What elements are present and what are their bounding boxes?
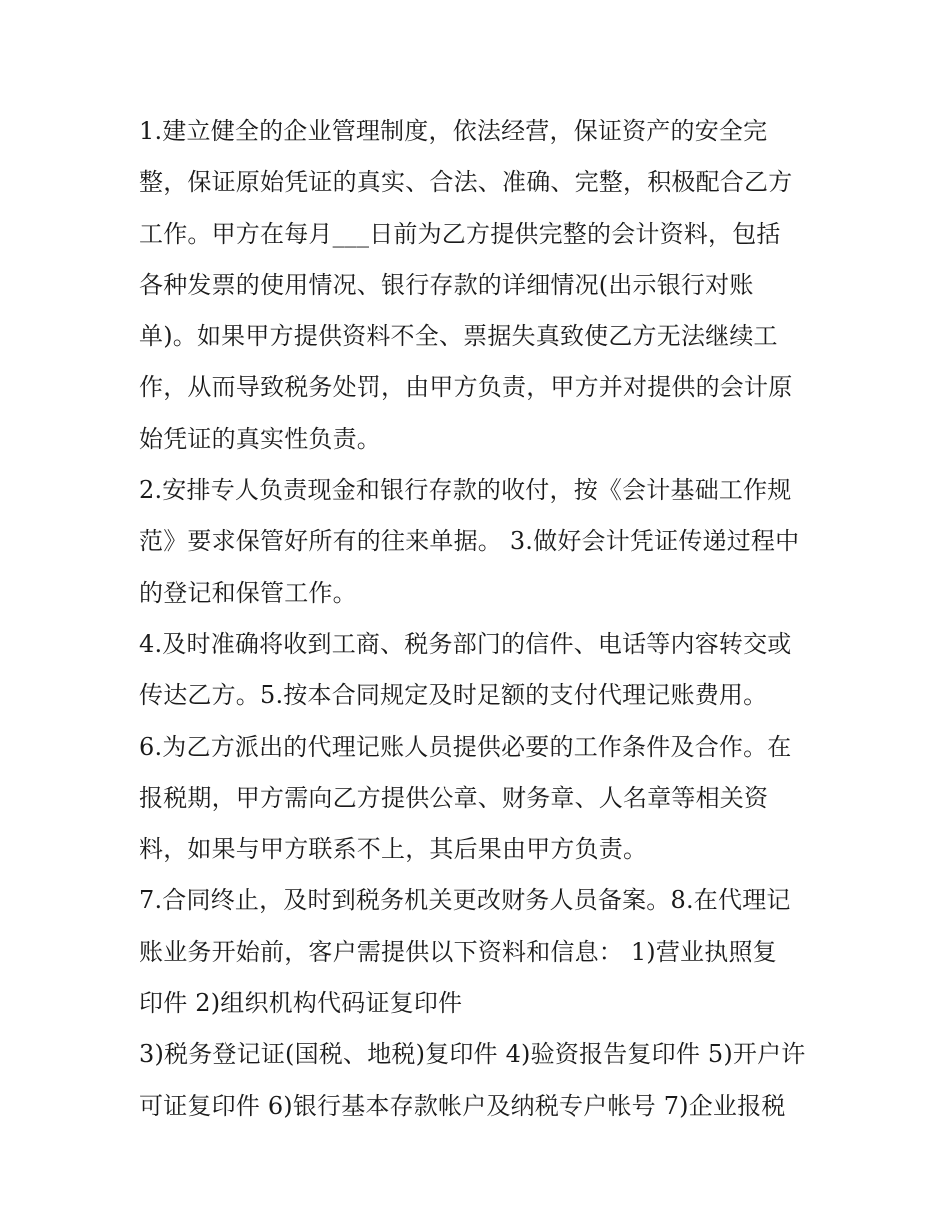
document-body (139, 106, 819, 1132)
text-line-14: 报税期，甲方需向乙方提供公章、财务章、人名章等相关资 (139, 783, 769, 812)
text-line-10: 的登记和保管工作。 (139, 578, 357, 607)
text-line-13: 6.为乙方派出的代理记账人员提供必要的工作条件及合作。在 (139, 732, 792, 761)
text-line-6: 作，从而导致税务处罚，由甲方负责，甲方并对提供的会计原 (139, 373, 793, 402)
text-line-17: 账业务开始前，客户需提供以下资料和信息： 1)营业执照复 (139, 937, 777, 966)
text-line-8: 2.安排专人负责现金和银行存款的收付，按《会计基础工作规 (139, 476, 792, 505)
text-line-20: 可证复印件 6)银行基本存款帐户及纳税专户帐号 7)企业报税 (139, 1091, 786, 1120)
text-line-19: 3)税务登记证(国税、地税)复印件 4)验资报告复印件 5)开户许 (139, 1040, 806, 1069)
text-line-7: 始凭证的真实性负责。 (139, 424, 381, 453)
text-line-15: 料，如果与甲方联系不上，其后果由甲方负责。 (139, 835, 648, 864)
text-line-18: 印件 2)组织机构代码证复印件 (139, 989, 463, 1018)
text-line-9: 范》要求保管好所有的往来单据。 3.做好会计凭证传递过程中 (139, 527, 800, 556)
text-line-4: 各种发票的使用情况、银行存款的详细情况(出示银行对账 (139, 270, 754, 299)
text-line-5: 单)。如果甲方提供资料不全、票据失真致使乙方无法继续工 (139, 322, 778, 351)
text-line-3: 工作。甲方在每月___日前为乙方提供完整的会计资料，包括 (139, 219, 781, 248)
text-line-1: 1.建立健全的企业管理制度，依法经营，保证资产的安全完 (139, 117, 768, 145)
text-line-16: 7.合同终止，及时到税务机关更改财务人员备案。8.在代理记 (139, 886, 791, 915)
text-line-11: 4.及时准确将收到工商、税务部门的信件、电话等内容转交或 (139, 629, 792, 658)
text-line-12: 传达乙方。5.按本合同规定及时足额的支付代理记账费用。 (139, 681, 768, 710)
text-line-2: 整，保证原始凭证的真实、合法、准确、完整，积极配合乙方 (139, 168, 793, 197)
